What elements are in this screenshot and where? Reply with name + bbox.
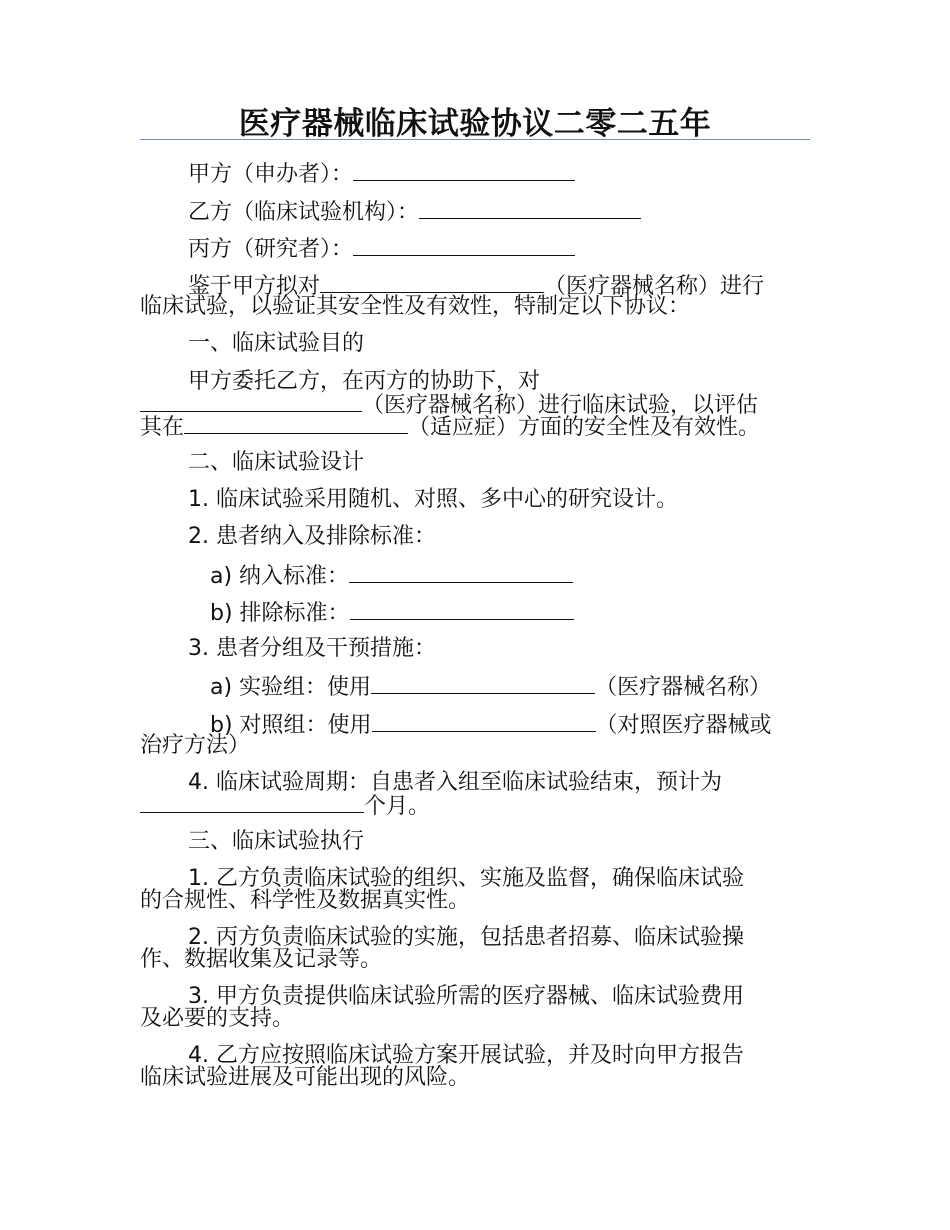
party-c-line xyxy=(188,235,575,263)
document-title: 医疗器械临床试验协议二零二五年 xyxy=(238,106,712,142)
device-name-blank xyxy=(320,272,544,293)
indication-blank xyxy=(184,413,408,434)
test-group-suffix: （医疗器械名称） xyxy=(595,675,772,700)
s2-item-4-line-2 xyxy=(140,792,430,820)
device-name-blank xyxy=(140,391,362,412)
s1-line-1: 甲方委托乙方，在丙方的协助下，对 xyxy=(188,369,541,394)
party-a-label: 甲方（申办者）： xyxy=(188,162,354,187)
s2-item-3: 3. 患者分组及干预措施： xyxy=(188,636,436,661)
s3-item-4-line-2: 临床试验进展及可能出现的风险。 xyxy=(140,1065,471,1090)
s3-item-2-line-1: 2. 丙方负责临床试验的实施，包括患者招募、临床试验操 xyxy=(188,925,744,950)
s3-item-3-line-2: 及必要的支持。 xyxy=(140,1006,295,1031)
section-1-heading: 一、临床试验目的 xyxy=(188,331,365,356)
exclusion-label: b) 排除标准： xyxy=(210,601,350,626)
s3-item-3-line-1: 3. 甲方负责提供临床试验所需的医疗器械、临床试验费用 xyxy=(188,984,744,1009)
title-underline xyxy=(140,139,810,140)
section-3-heading: 三、临床试验执行 xyxy=(188,829,365,854)
s3-item-1-line-2: 的合规性、科学性及数据真实性。 xyxy=(140,888,471,913)
duration-unit: 个月。 xyxy=(364,794,431,819)
exclusion-blank xyxy=(350,599,574,620)
party-b-label: 乙方（临床试验机构）： xyxy=(188,200,420,225)
s2-item-4-line-1: 4. 临床试验周期：自患者入组至临床试验结束，预计为 xyxy=(188,770,722,795)
s2-item-3b-line-2: 治疗方法） xyxy=(140,733,251,758)
test-device-blank xyxy=(371,673,595,694)
party-c-blank xyxy=(353,235,575,256)
s2-item-3b xyxy=(210,711,772,739)
s1-line-3-post: （适应症）方面的安全性及有效性。 xyxy=(408,415,761,440)
control-group-label: b) 对照组：使用 xyxy=(210,713,372,738)
s2-item-2b xyxy=(210,599,574,627)
party-b-line xyxy=(188,198,641,226)
test-group-label: a) 实验组：使用 xyxy=(210,675,372,700)
party-a-line xyxy=(188,160,575,188)
inclusion-label: a) 纳入标准： xyxy=(210,564,350,589)
intro-text-device: （医疗器械名称）进行 xyxy=(544,274,765,299)
party-a-blank xyxy=(353,160,575,181)
s3-item-2-line-2: 作、数据收集及记录等。 xyxy=(140,947,383,972)
s3-item-4-line-1: 4. 乙方应按照临床试验方案开展试验，并及时向甲方报告 xyxy=(188,1043,744,1068)
party-b-blank xyxy=(419,198,641,219)
s2-item-1: 1. 临床试验采用随机、对照、多中心的研究设计。 xyxy=(188,487,678,512)
s2-item-2: 2. 患者纳入及排除标准： xyxy=(188,524,436,549)
s3-item-1-line-1: 1. 乙方负责临床试验的组织、实施及监督，确保临床试验 xyxy=(188,866,744,891)
intro-line-2: 临床试验，以验证其安全性及有效性，特制定以下协议： xyxy=(140,294,691,319)
duration-blank xyxy=(140,792,364,813)
s2-item-3a xyxy=(210,673,771,701)
control-group-suffix: （对照医疗器械或 xyxy=(595,713,772,738)
section-2-heading: 二、临床试验设计 xyxy=(188,450,365,475)
intro-text: 鉴于甲方拟对 xyxy=(188,274,321,299)
control-device-blank xyxy=(372,711,596,732)
party-c-label: 丙方（研究者）： xyxy=(188,237,354,262)
s1-line-2-text: （医疗器械名称）进行临床试验，以评估 xyxy=(362,393,759,418)
s1-line-3-pre: 其在 xyxy=(140,415,185,440)
s2-item-2a xyxy=(210,562,573,590)
inclusion-blank xyxy=(349,562,573,583)
s1-line-3 xyxy=(140,413,760,441)
